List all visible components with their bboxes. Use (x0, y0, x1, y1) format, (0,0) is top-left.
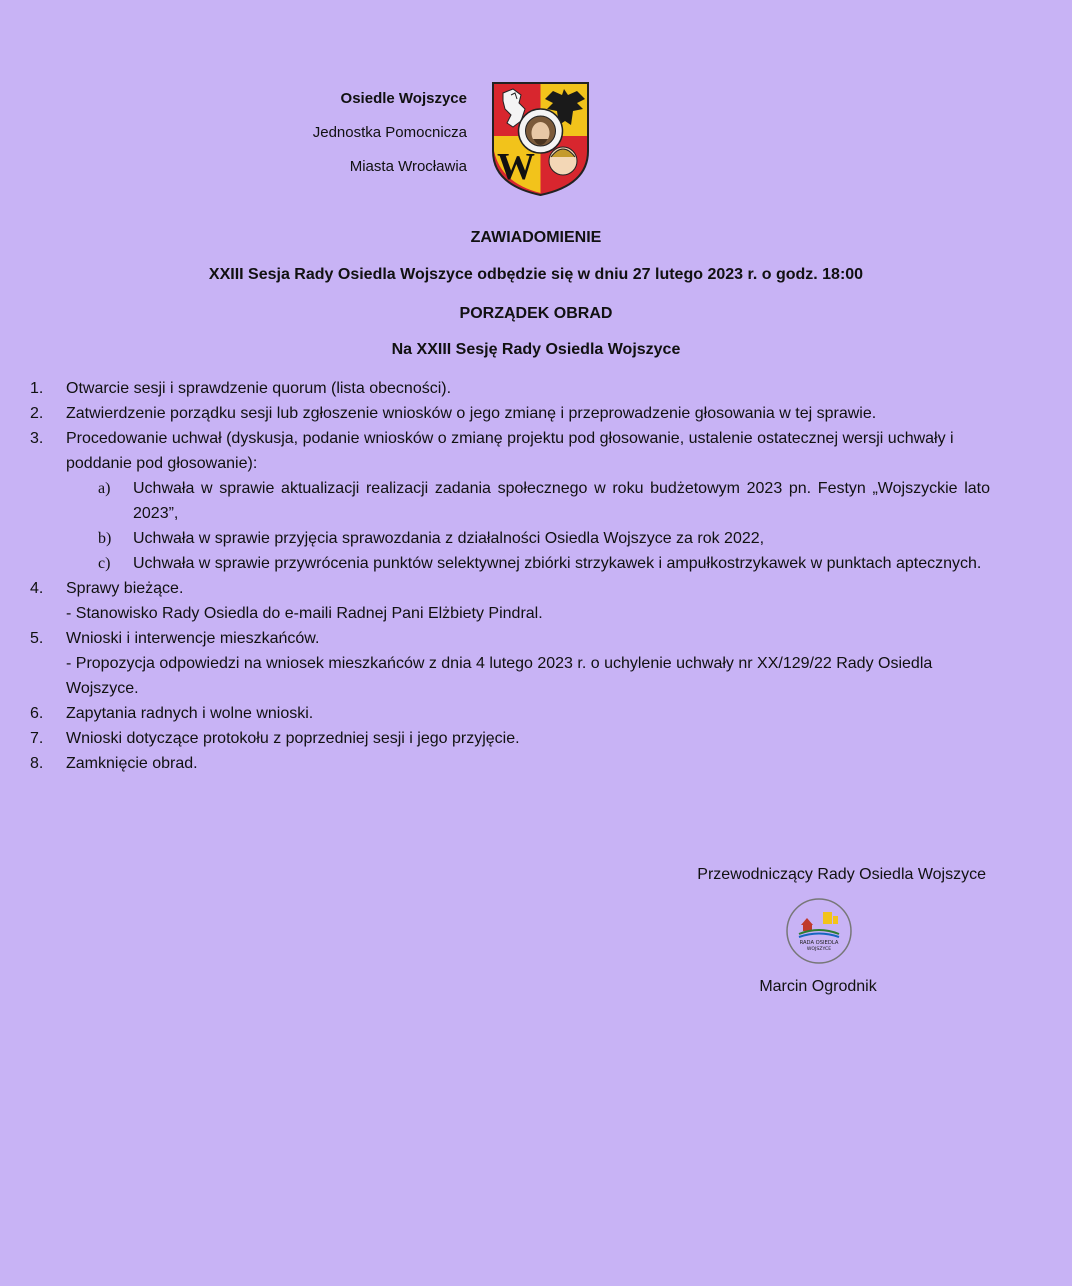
agenda-item (30, 751, 990, 776)
notice-title: ZAWIADOMIENIE (470, 229, 602, 246)
agenda-item-note: - Propozycja odpowiedzi na wniosek mieszkańców z dnia 4 lutego 2023 r. o uchylenie uchwały nr XX/129/22 Rady Osiedla Wojszyce. (66, 655, 933, 697)
session-announcement: XXIII Sesja Rady Osiedla Wojszyce odbędzie się w dniu 27 lutego 2023 r. o godz. 18:00 (208, 266, 864, 283)
signatory-name: Marcin Ogrodnik (759, 978, 877, 995)
signature-title: Przewodniczący Rady Osiedla Wojszyce (697, 866, 986, 883)
agenda-item (30, 426, 990, 476)
org-name: Osiedle Wojszyce (340, 90, 467, 107)
agenda-item (30, 626, 990, 701)
agenda-item (30, 576, 990, 626)
agenda-item-number: 4. (30, 580, 44, 597)
header-block (200, 82, 467, 184)
agenda-subitem-text: Uchwała w sprawie aktualizacji realizacji zadania społecznego w roku budżetowym 2023 pn. Festyn „Wojszyckie lato 2023”, (133, 480, 990, 522)
agenda-list (30, 376, 990, 776)
agenda-item (30, 701, 990, 726)
agenda-item (30, 376, 990, 401)
svg-text:W: W (497, 146, 535, 188)
org-unit: Jednostka Pomocnicza (312, 124, 467, 141)
agenda-subitem-letter: b) (98, 530, 112, 547)
agenda-item-text: Zapytania radnych i wolne wnioski. (66, 705, 314, 722)
agenda-item (30, 726, 990, 751)
svg-text:WOJSZYCE: WOJSZYCE (806, 947, 832, 952)
agenda-item-text: Wnioski dotyczące protokołu z poprzedniej sesji i jego przyjęcie. (66, 730, 520, 747)
wroclaw-coat-of-arms-icon (491, 81, 590, 197)
agenda-subitem-text: Uchwała w sprawie przyjęcia sprawozdania z działalności Osiedla Wojszyce za rok 2022, (133, 530, 765, 547)
org-city: Miasta Wrocławia (349, 158, 467, 175)
agenda-item-note: - Stanowisko Rady Osiedla do e-maili Radnej Pani Elżbiety Pindral. (66, 605, 543, 622)
agenda-item-text: Wnioski i interwencje mieszkańców. (66, 630, 320, 647)
agenda-item-number: 8. (30, 755, 44, 772)
stamp-lettering: RADA OSIEDLA (799, 940, 839, 946)
agenda-item-number: 2. (30, 405, 44, 422)
agenda-subitem (98, 551, 990, 576)
agenda-item-text: Otwarcie sesji i sprawdzenie quorum (lista obecności). (66, 380, 452, 397)
agenda-subitem-letter: a) (98, 480, 111, 497)
agenda-item-number: 1. (30, 380, 44, 397)
agenda-item-number: 6. (30, 705, 44, 722)
agenda-item-text: Zamknięcie obrad. (66, 755, 198, 772)
agenda-subheading: Na XXIII Sesję Rady Osiedla Wojszyce (391, 341, 681, 358)
agenda-subitem-text: Uchwała w sprawie przywrócenia punktów selektywnej zbiórki strzykawek i ampułkostrzykawek w punktach aptecznych. (133, 555, 982, 572)
agenda-subitem (98, 476, 990, 526)
agenda-item-number: 7. (30, 730, 44, 747)
agenda-item-text: Sprawy bieżące. (66, 580, 184, 597)
agenda-item (30, 401, 990, 426)
agenda-item-text: Zatwierdzenie porządku sesji lub zgłoszenie wniosków o jego zmianę i przeprowadzenie głosowania w tej sprawie. (66, 405, 877, 422)
agenda-heading: PORZĄDEK OBRAD (459, 305, 613, 322)
council-stamp-logo-icon (785, 897, 853, 965)
agenda-item-number: 5. (30, 630, 44, 647)
agenda-item-text: Procedowanie uchwał (dyskusja, podanie wniosków o zmianę projektu pod głosowanie, ustalenie ostatecznej wersji uchwały i poddanie pod głosowanie): (66, 430, 954, 472)
agenda-subitem (98, 526, 990, 551)
agenda-subitem-letter: c) (98, 555, 111, 572)
agenda-item-number: 3. (30, 430, 44, 447)
